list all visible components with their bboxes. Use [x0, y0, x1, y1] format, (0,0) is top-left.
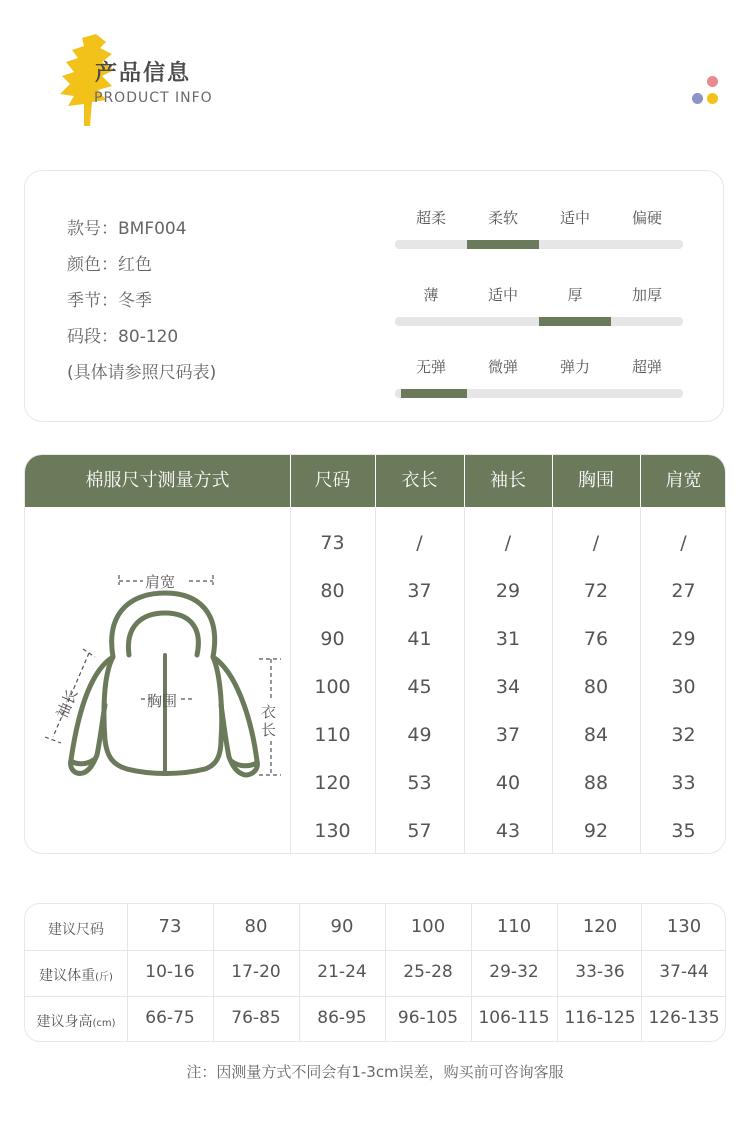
row-label-size [25, 919, 127, 939]
label-text: 建议体重 [39, 968, 96, 984]
measure-cell: 57 [407, 820, 432, 842]
elasticity-scale [395, 356, 683, 398]
scale-track [395, 389, 683, 398]
softness-scale [395, 207, 683, 249]
size-cell: 73 [320, 532, 345, 554]
suggest-cell: 110 [496, 916, 532, 937]
measure-cell: / [592, 532, 600, 554]
measure-cell: 40 [495, 772, 521, 794]
measure-cell: 53 [407, 772, 432, 794]
scale-track [395, 240, 683, 249]
jacket-diagram [31, 565, 281, 795]
suggest-cell: 66-75 [145, 1008, 195, 1028]
suggest-cell: 10-16 [145, 962, 195, 982]
header-divider [375, 455, 376, 507]
decorative-dots [690, 76, 724, 108]
product-info-card [24, 170, 724, 422]
scale-label: 加厚 [631, 286, 662, 304]
header-chest: 胸围 [578, 470, 614, 491]
measure-cell: 35 [671, 820, 696, 842]
pink-dot [707, 76, 718, 87]
measure-cell: 31 [495, 628, 521, 650]
size-cell: 80 [320, 580, 345, 602]
suggest-cell: 106-115 [478, 1008, 550, 1028]
measure-cell: 34 [495, 676, 521, 698]
size-cell: 90 [320, 628, 345, 650]
label-unit: (cm) [92, 1018, 116, 1029]
row-label-weight [25, 965, 127, 985]
measure-cell: 72 [583, 580, 609, 602]
measure-cell: / [504, 532, 512, 554]
section-title: 产品信息 [95, 61, 192, 86]
header-divider [552, 455, 553, 507]
suggest-cell: 100 [410, 916, 446, 937]
scale-label: 弹力 [559, 358, 590, 376]
suggest-cell: 33-36 [575, 962, 625, 982]
row-divider [25, 996, 726, 997]
measure-cell: 80 [583, 676, 609, 698]
measure-cell: 49 [407, 724, 432, 746]
scale-label: 适中 [559, 209, 590, 227]
label-unit: (斤) [95, 972, 113, 983]
size-chart-note: (具体请参照尺码表) [67, 363, 217, 383]
diagram-label-chest: 胸围 [147, 692, 178, 710]
row-divider [25, 950, 726, 951]
scale-label: 薄 [423, 286, 439, 304]
suggest-cell: 96-105 [397, 1008, 459, 1028]
suggest-cell: 130 [666, 916, 702, 937]
size-measure-table [24, 454, 726, 854]
label-text: 建议身高 [36, 1014, 93, 1030]
suggest-cell: 90 [330, 916, 354, 937]
header-shoulder: 肩宽 [665, 470, 702, 491]
suggest-cell: 17-20 [231, 962, 281, 982]
scale-label: 适中 [487, 286, 518, 304]
suggest-cell: 21-24 [317, 962, 367, 982]
suggest-cell: 126-135 [648, 1008, 720, 1028]
measure-cell: 29 [671, 628, 696, 650]
measure-cell: 41 [407, 628, 432, 650]
scale-label: 超弹 [631, 358, 662, 376]
scale-indicator [467, 240, 539, 249]
suggest-cell: 120 [582, 916, 618, 937]
suggest-cell: 116-125 [564, 1008, 636, 1028]
yellow-dot [707, 93, 718, 104]
measure-cell: 33 [671, 772, 696, 794]
diagram-label-length: 衣长 [261, 703, 277, 739]
measure-cell: 30 [671, 676, 696, 698]
scale-indicator [539, 317, 611, 326]
scale-label: 厚 [567, 286, 583, 304]
style-number: 款号：BMF004 [67, 219, 187, 239]
header-size: 尺码 [314, 470, 351, 491]
diagram-label-sleeve: 袖长 [52, 686, 82, 722]
section-subtitle: PRODUCT INFO [94, 90, 213, 106]
size-cell: 120 [314, 772, 351, 794]
scale-track [395, 317, 683, 326]
suggest-cell: 37-44 [659, 962, 709, 982]
measure-cell: 37 [407, 580, 432, 602]
header-divider [290, 455, 291, 507]
row-label-height [25, 1011, 127, 1031]
scale-label: 偏硬 [631, 209, 662, 227]
color-attr: 颜色：红色 [67, 255, 152, 275]
measure-cell: 76 [583, 628, 609, 650]
label-text: 建议尺码 [48, 922, 104, 938]
scale-label: 柔软 [487, 209, 518, 227]
measure-cell: / [416, 532, 423, 554]
header-method: 棉服尺寸测量方式 [85, 470, 230, 491]
suggest-cell: 25-28 [403, 962, 453, 982]
thickness-scale [395, 284, 683, 326]
diagram-label-shoulder: 肩宽 [145, 573, 176, 591]
suggest-cell: 86-95 [317, 1008, 367, 1028]
measure-cell: / [680, 532, 687, 554]
size-cell: 130 [314, 820, 351, 842]
suggest-cell: 76-85 [231, 1008, 281, 1028]
size-range-attr: 码段：80-120 [67, 327, 179, 347]
season-attr: 季节：冬季 [67, 291, 152, 311]
measure-cell: 37 [495, 724, 521, 746]
scale-indicator [401, 389, 467, 398]
measure-cell: 45 [407, 676, 432, 698]
header-divider [464, 455, 465, 507]
size-cell: 100 [314, 676, 351, 698]
page-header [0, 0, 750, 150]
measure-cell: 84 [583, 724, 609, 746]
measure-cell: 88 [583, 772, 609, 794]
measure-cell: 92 [583, 820, 609, 842]
size-cell: 110 [314, 724, 351, 746]
header-length: 衣长 [401, 470, 438, 491]
scale-label: 无弹 [415, 358, 446, 376]
suggested-size-table [24, 903, 726, 1042]
scale-label: 微弹 [487, 358, 518, 376]
measure-cell: 43 [495, 820, 521, 842]
suggest-cell: 29-32 [489, 962, 539, 982]
blue-dot [692, 93, 703, 104]
scale-label: 超柔 [415, 209, 446, 227]
suggest-cell: 73 [158, 916, 182, 937]
footer-note: 注：因测量方式不同会有1-3cm误差，购买前可咨询客服 [186, 1063, 564, 1081]
measure-cell: 27 [671, 580, 696, 602]
measure-cell: 29 [495, 580, 521, 602]
header-sleeve: 袖长 [490, 470, 526, 491]
measure-cell: 32 [671, 724, 696, 746]
header-divider [640, 455, 641, 507]
suggest-cell: 80 [244, 916, 268, 937]
